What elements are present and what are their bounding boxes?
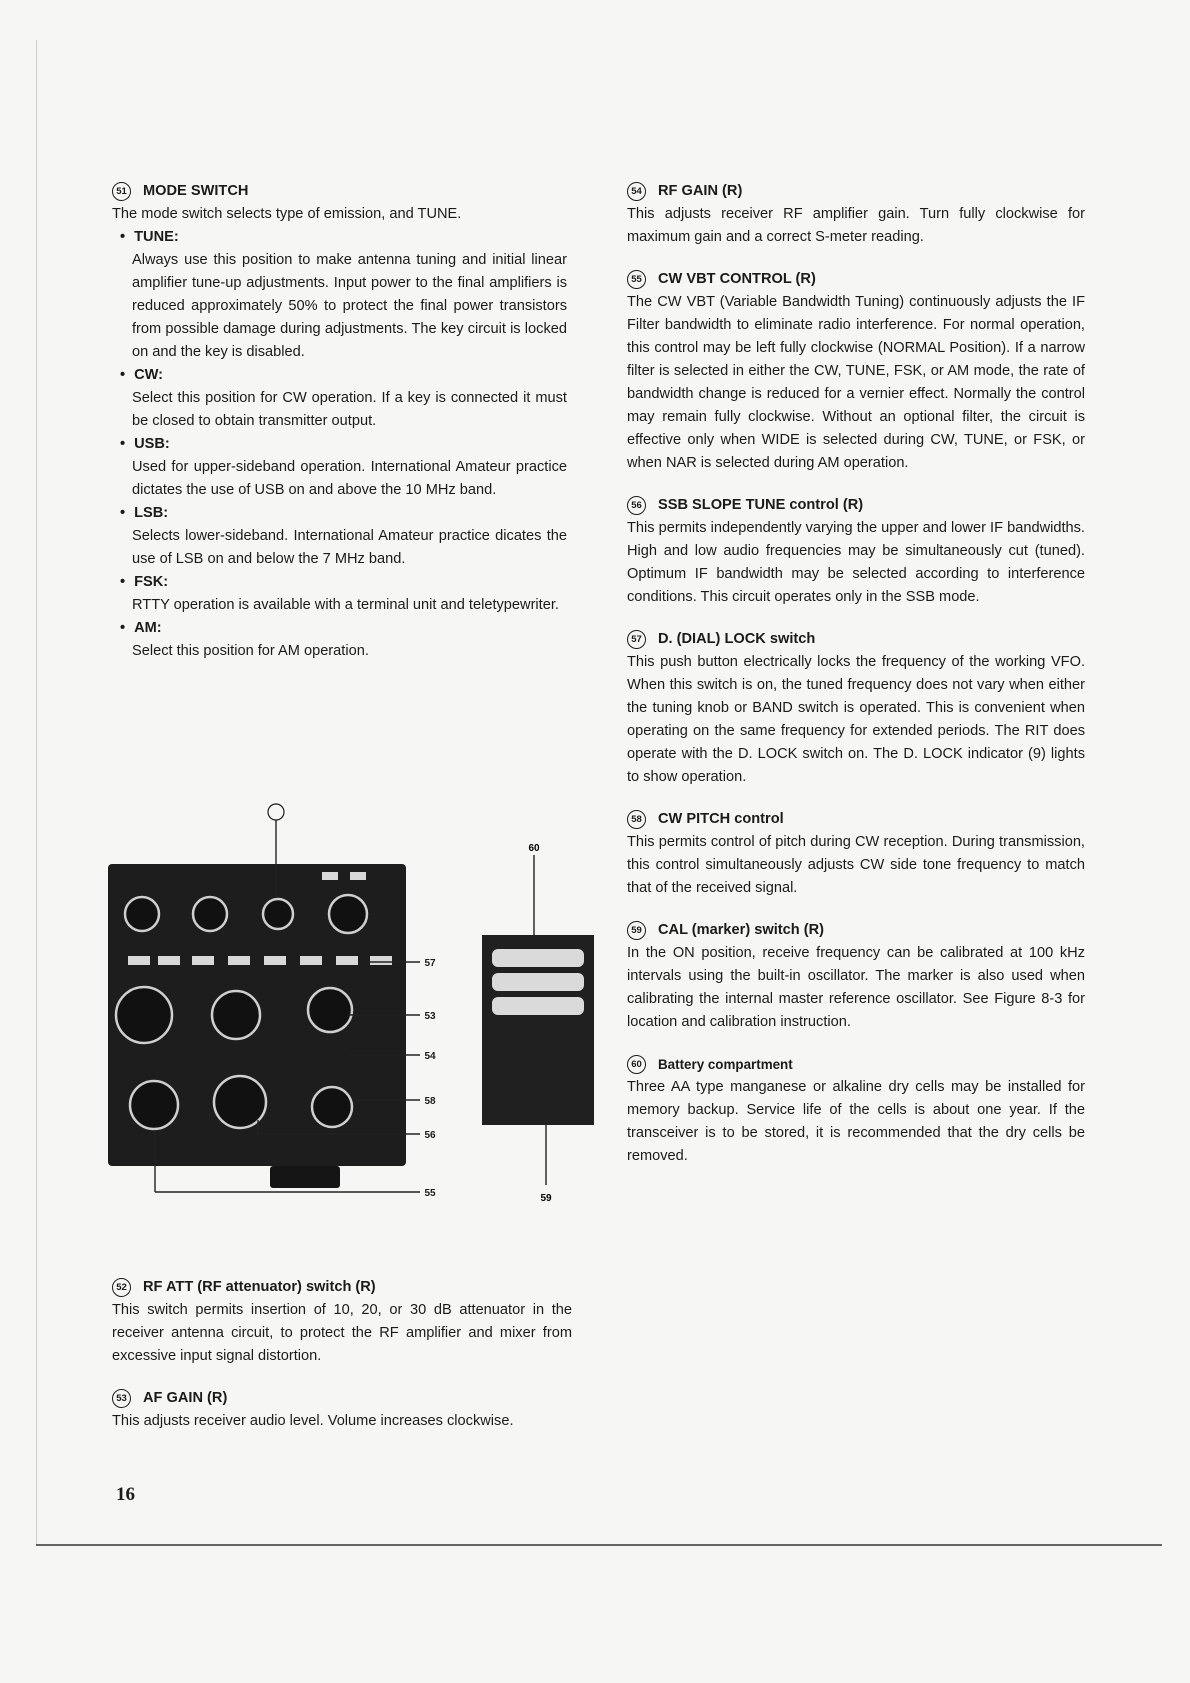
mode-description: Used for upper-sideband operation. International Amateur practice dictates the use of USB on and above the 10 MHz band. [132,459,567,498]
section-text: This push button electrically locks the frequency of the working VFO. When this switch is on, the tuned frequency does not vary when either the tuning knob or BAND switch is operated. This is convenient when operating on the same frequency for extended periods. The RIT does operate with the D. LOCK switch on. The D. LOCK indicator (9) lights to show operation. [627,654,1085,785]
mode-label: • TUNE: [112,226,567,249]
section-intro: The mode switch selects type of emission, and TUNE. [112,206,462,222]
panel-foot [270,1166,340,1188]
section-title: MODE SWITCH [143,183,249,199]
mode-description: Selects lower-sideband. International Amateur practice dicates the use of LSB on and below the 7 MHz band. [132,528,567,567]
section-title: AF GAIN (R) [143,1390,228,1406]
section-number-badge: 52 [112,1278,131,1297]
battery-compartment-illustration [470,843,620,1215]
section-text: This switch permits insertion of 10, 20, or 30 dB attenuator in the receiver antenna circuit, to protect the RF amplifier and mixer from excessive input signal distortion. [112,1302,572,1364]
mode-description: RTTY operation is available with a terminal unit and teletypewriter. [132,597,559,613]
mode-description: Always use this position to make antenna tuning and initial linear amplifier tune-up adjustments. Input power to the final amplifiers is reduced approximately 50% to protect the final power transistors from possible damage during adjustments. The key circuit is locked on and the key is disabled. [132,252,567,360]
section-title: Battery compartment [658,1057,793,1072]
section-number-badge: 58 [627,810,646,829]
callout-label: 60 [528,843,540,854]
mode-item [112,433,567,502]
section-text: The CW VBT (Variable Bandwidth Tuning) continuously adjusts the IF Filter bandwidth to eliminate radio interference. For normal operation, this control may be left fully clockwise (NORMAL Position). If a narrow filter is selected in either the CW, TUNE, FSK, or AM mode, the rate of bandwidth change is reduced for a vernier effect. Normally the control may remain fully clockwise. Without an optional filter, the circuit is effective only when WIDE is selected during CW, TUNE, or FSK, or when NAR is selected during AM operation. [627,294,1085,471]
section-text: This permits control of pitch during CW reception. During transmission, this control simultaneously adjusts CW side tone frequency to match that of the received signal. [627,834,1085,896]
section-number-badge: 56 [627,496,646,515]
mode-item [112,364,567,433]
section-title: SSB SLOPE TUNE control (R) [658,497,864,513]
callout-label: 53 [424,1011,436,1022]
mode-description: Select this position for CW operation. If a key is connected it must be closed to obtain transmitter output. [132,390,567,429]
section-mode-switch [112,180,567,663]
section-text: This adjusts receiver audio level. Volume increases clockwise. [112,1413,514,1429]
footer-rule [36,1544,1162,1546]
page-number: 16 [116,1484,135,1505]
section-text: Three AA type manganese or alkaline dry cells may be installed for memory backup. Service life of the cells is about one year. If the transceiver is to be stored, it is recommended that the dry cells be removed. [627,1079,1085,1164]
mode-item [112,226,567,364]
section-heading [112,1276,572,1299]
left-column-bottom [112,1276,572,1452]
section-cal-switch [627,919,1085,1034]
mode-label: • FSK: [112,571,567,594]
section-rf-gain [627,180,1085,249]
section-heading [627,628,1085,651]
right-column [627,180,1085,1187]
mode-list [112,226,567,663]
section-dial-lock [627,628,1085,789]
section-number-badge: 53 [112,1389,131,1408]
mode-label: • AM: [112,617,567,640]
section-title: CW VBT CONTROL (R) [658,271,816,287]
callout-label: 54 [424,1051,436,1062]
mode-label: • LSB: [112,502,567,525]
section-number-badge: 51 [112,182,131,201]
section-title: RF ATT (RF attenuator) switch (R) [143,1279,376,1295]
section-heading [627,494,1085,517]
section-number-badge: 54 [627,182,646,201]
section-number-badge: 57 [627,630,646,649]
left-column [112,180,567,682]
section-title: CAL (marker) switch (R) [658,922,824,938]
section-rf-att [112,1276,572,1368]
section-heading [627,180,1085,203]
mode-item [112,571,567,617]
section-cw-pitch [627,808,1085,900]
callout-label: 55 [424,1188,436,1199]
callout-label: 59 [540,1193,552,1204]
section-ssb-slope-tune [627,494,1085,609]
section-heading [627,919,1085,942]
mode-label: • CW: [112,364,567,387]
section-title: D. (DIAL) LOCK switch [658,631,816,647]
page-edge-line [36,40,37,1545]
mode-item [112,502,567,571]
section-af-gain [112,1387,572,1433]
section-number-badge: 55 [627,270,646,289]
mode-item [112,617,567,663]
section-text: In the ON position, receive frequency can be calibrated at 100 kHz intervals using the built-in oscillator. The marker is also used when calibrating the internal master reference oscillator. See Figure 8-3 for location and calibration instruction. [627,945,1085,1030]
section-cw-vbt [627,268,1085,475]
section-heading [112,1387,572,1410]
section-heading [627,268,1085,291]
mode-description: Select this position for AM operation. [132,643,369,659]
section-title: CW PITCH control [658,811,784,827]
section-number-badge: 60 [627,1055,646,1074]
callout-label: 56 [424,1130,436,1141]
section-battery-compartment [627,1053,1085,1168]
section-number-badge: 59 [627,921,646,940]
callout-label: 58 [424,1096,436,1107]
callout-label: 57 [424,958,436,969]
mode-label: • USB: [112,433,567,456]
section-heading [627,1053,1085,1076]
section-heading [112,180,567,203]
section-title: RF GAIN (R) [658,183,743,199]
section-text: This adjusts receiver RF amplifier gain. Turn fully clockwise for maximum gain and a correct S-meter reading. [627,206,1085,245]
section-heading [627,808,1085,831]
section-text: This permits independently varying the upper and lower IF bandwidths. High and low audio frequencies may be simultaneously cut (tuned). Optimum IF bandwidth may be selected according to interference conditions. This circuit operates only in the SSB mode. [627,520,1085,605]
